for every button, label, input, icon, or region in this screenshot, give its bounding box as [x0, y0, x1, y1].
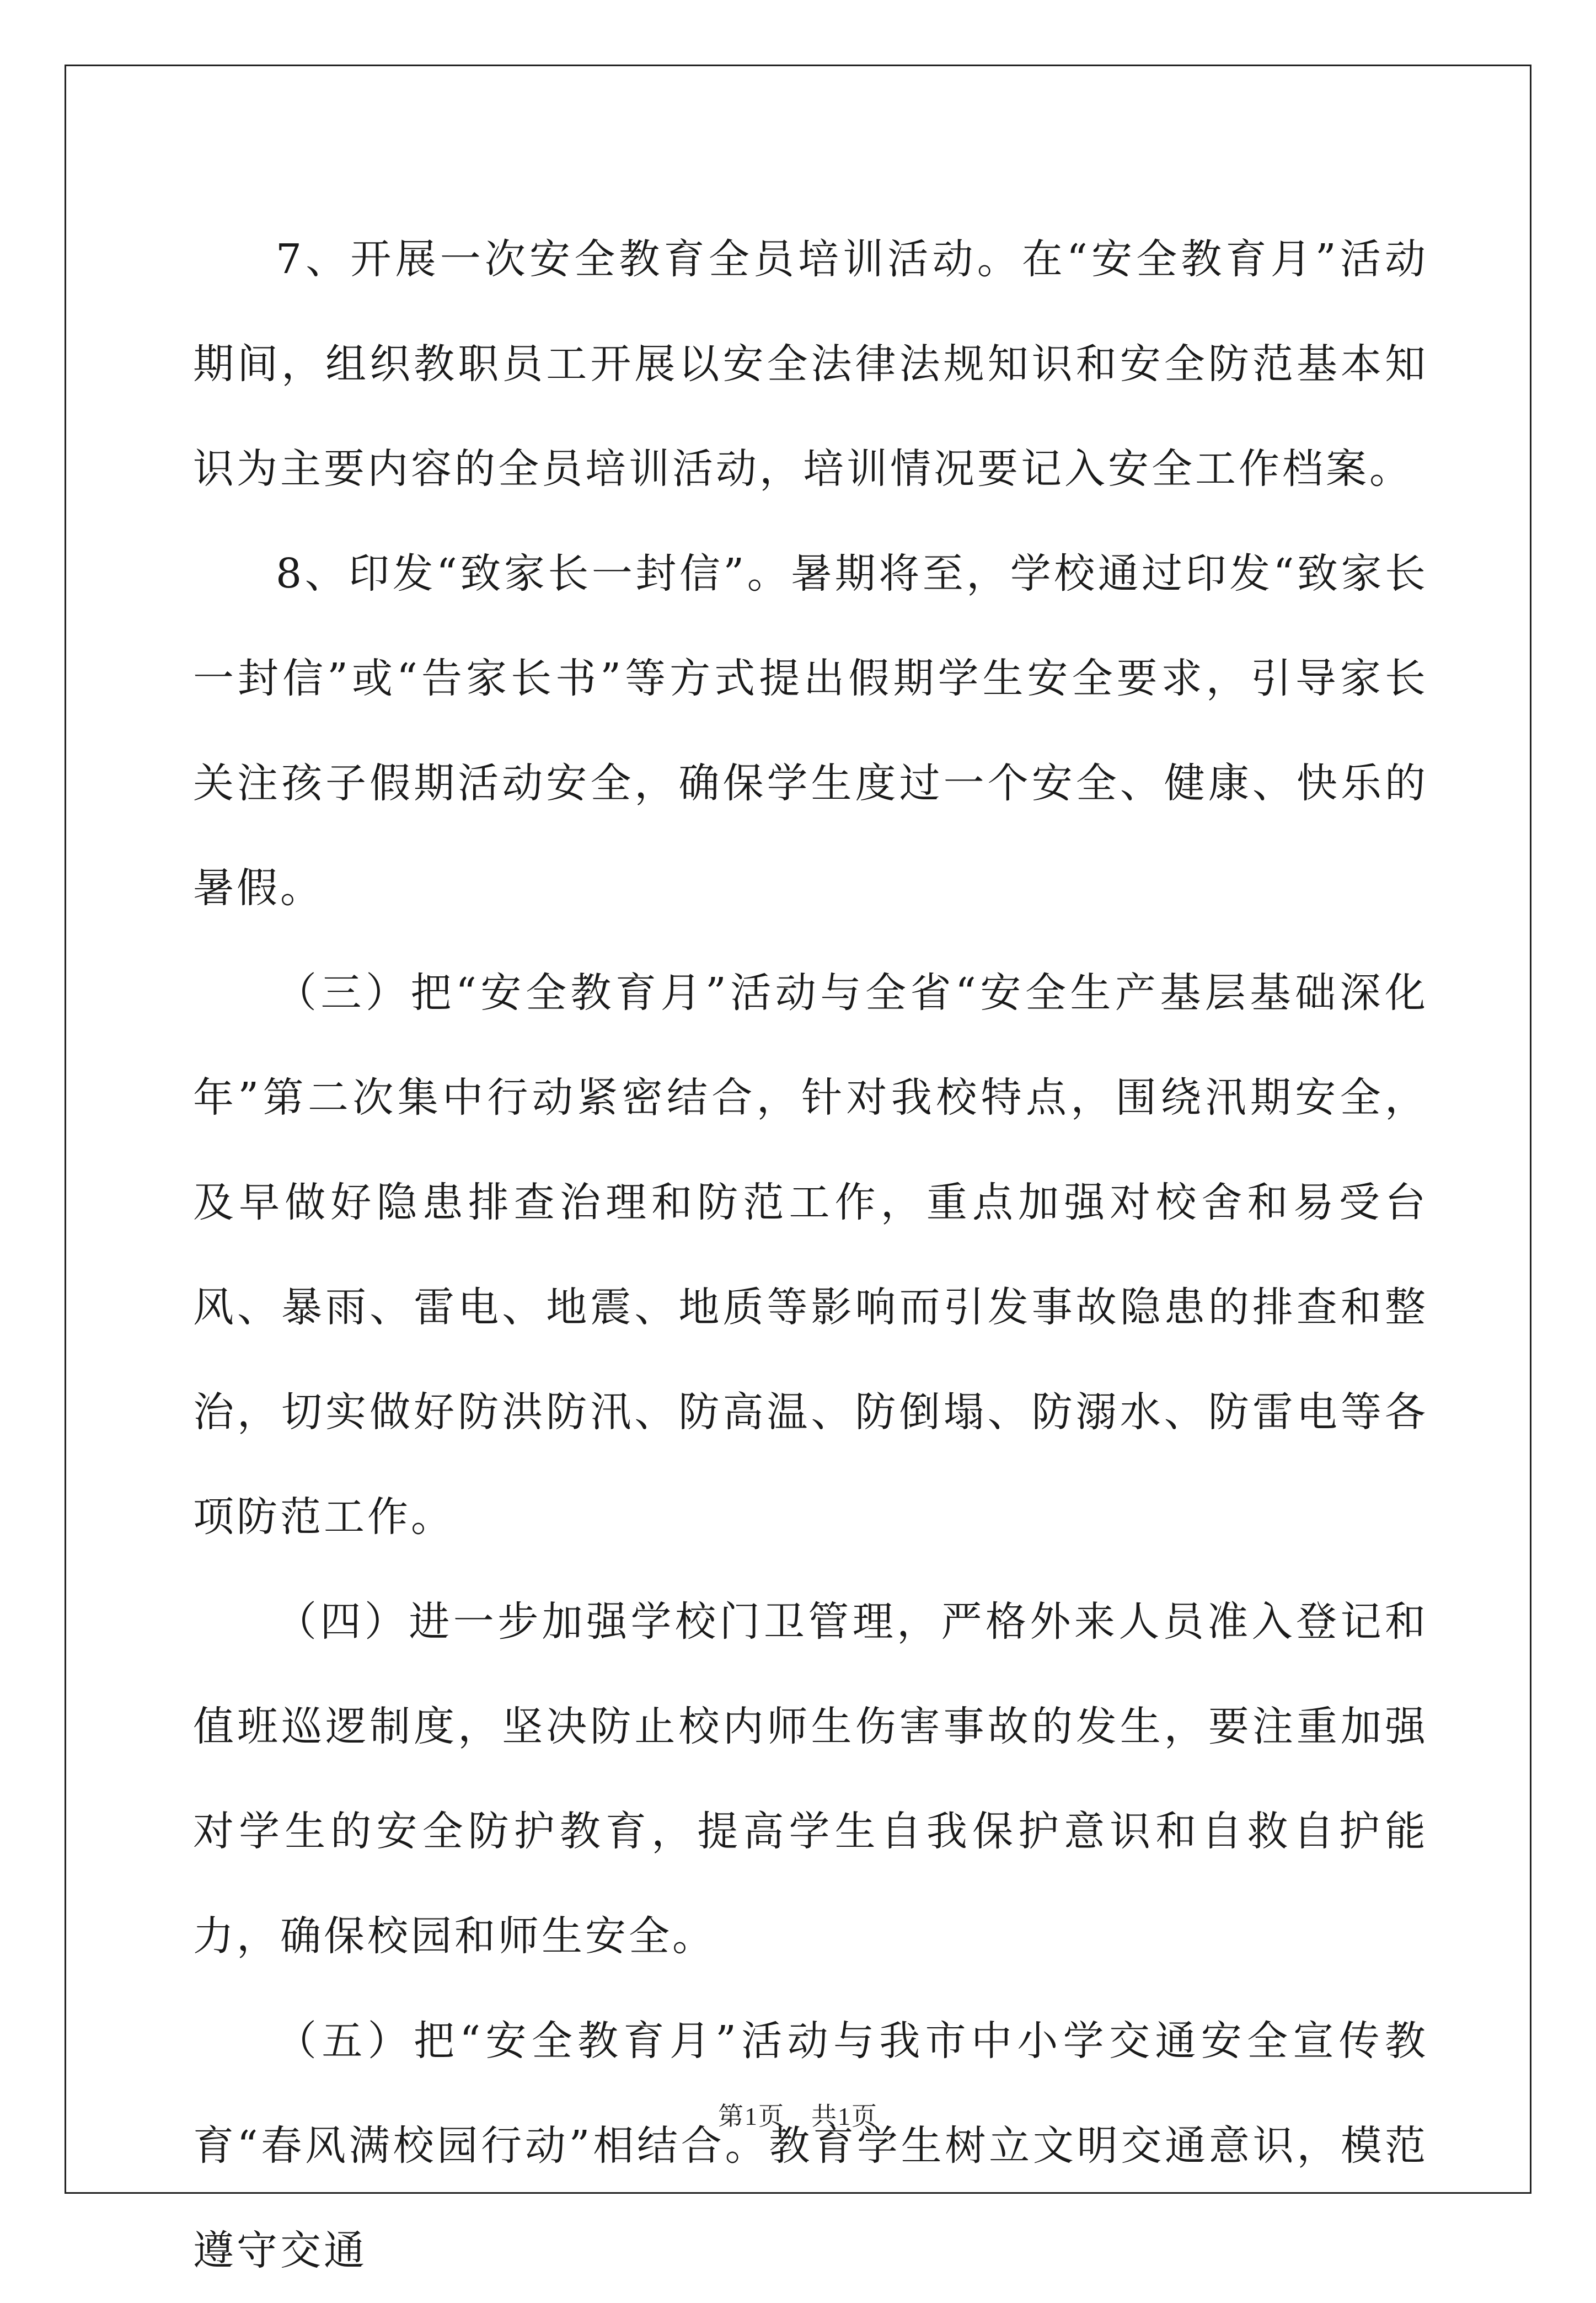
paragraph-item-8: 8、印发“致家长一封信”。暑期将至，学校通过印发“致家长一封信”或“告家长书”等方式提出假期学生安全要求，引导家长关注孩子假期活动安全，确保学生度过一个安全、健康、快乐的暑假。 — [193, 550, 1428, 912]
paragraph-section-3: （三）把“安全教育月”活动与全省“安全生产基层基础深化年”第二次集中行动紧密结合，针对我校特点，围绕汛期安全，及早做好隐患排查治理和防范工作，重点加强对校舍和易受台风、暴雨、雷电、地震、地质等影响而引发事故隐患的排查和整治，切实做好防洪防汛、防高温、防倒塌、防溺水、防雷电等各项防范工作。 — [193, 969, 1428, 1541]
paragraph-section-4: （四）进一步加强学校门卫管理，严格外来人员准入登记和值班巡逻制度，坚决防止校内师生伤害事故的发生，要注重加强对学生的安全防护教育，提高学生自我保护意识和自救自护能力，确保校园和师生安全。 — [193, 1598, 1428, 1960]
paragraph-section-5: （五）把“安全教育月”活动与我市中小学交通安全宣传教育“春风满校园行动”相结合。教育学生树立文明交通意识，模范遵守交通 — [193, 2017, 1428, 2274]
page-number-footer: 第1页 共1页 — [718, 2102, 878, 2130]
paragraph-item-7: 7、开展一次安全教育全员培训活动。在“安全教育月”活动期间，组织教职员工开展以安全法律法规知识和安全防范基本知识为主要内容的全员培训活动，培训情况要记入安全工作档案。 — [193, 236, 1428, 493]
document-body — [193, 207, 1428, 2303]
